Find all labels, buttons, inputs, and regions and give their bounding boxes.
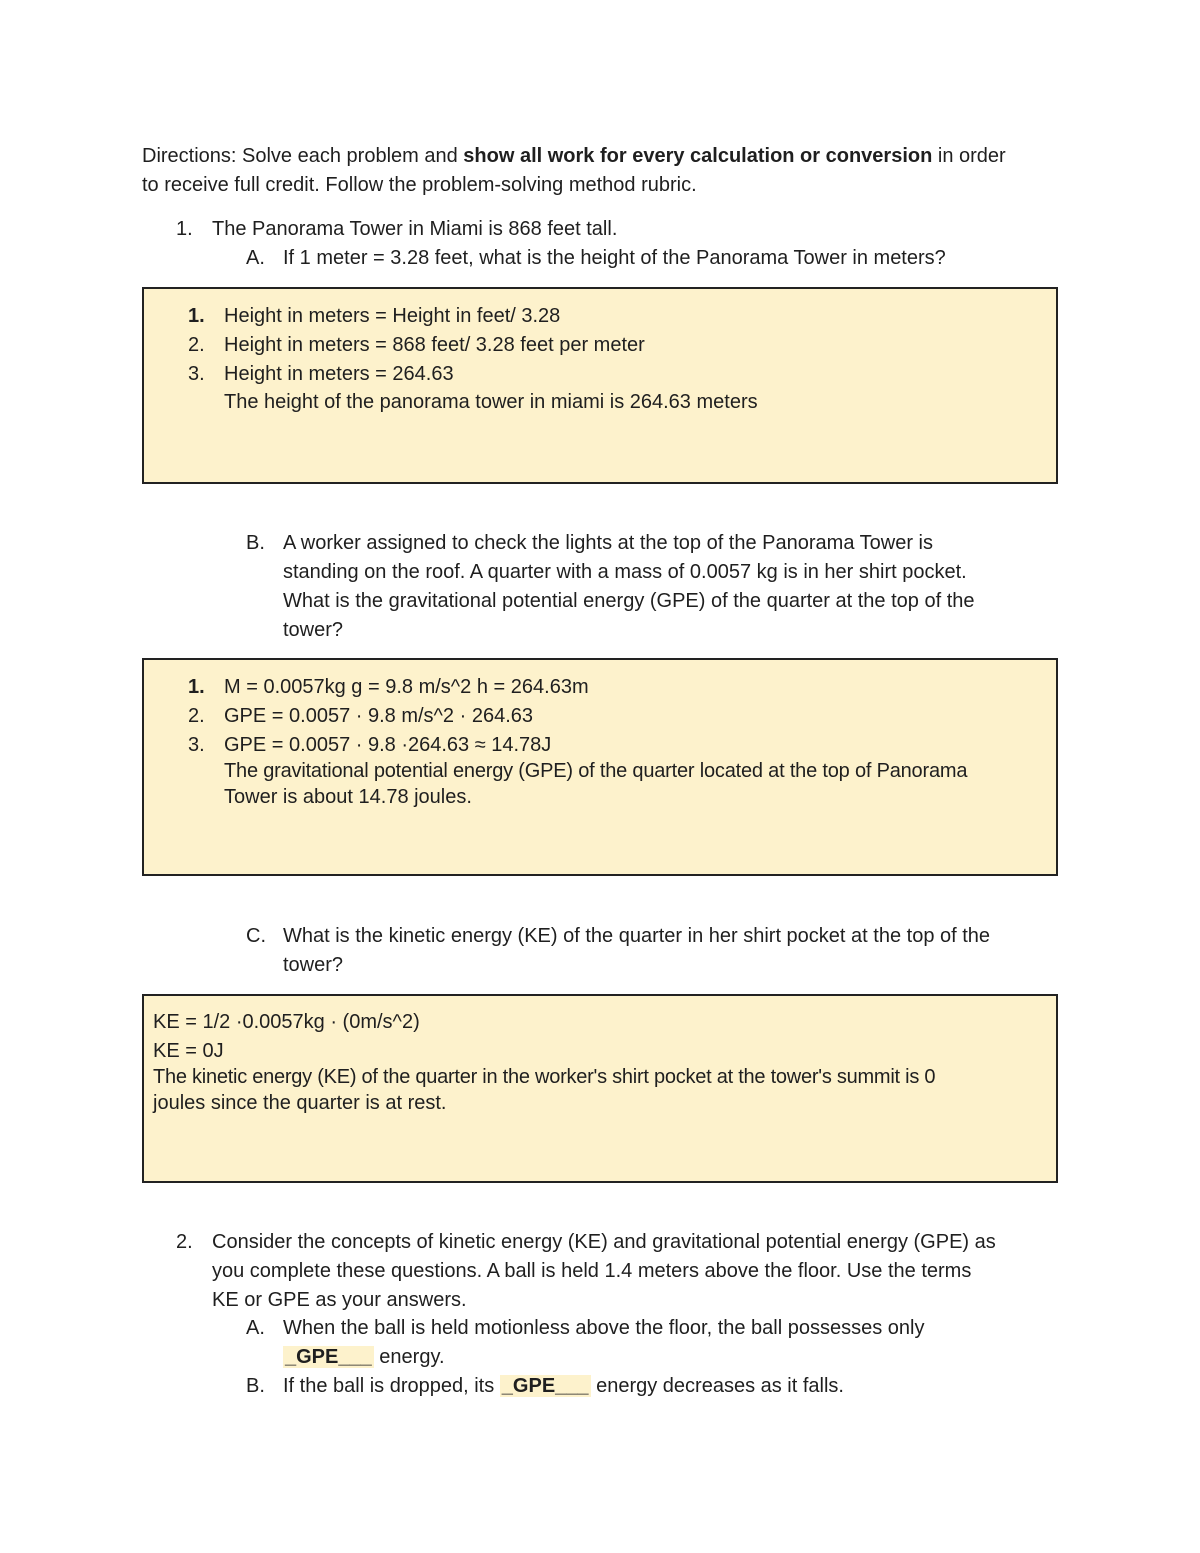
- answer-box-1b: [142, 658, 1058, 876]
- answer-1b-note-2: Tower is about 14.78 joules.: [224, 786, 472, 808]
- answer-1b-note-1: The gravitational potential energy (GPE) of the quarter located at the top of Panorama: [224, 760, 968, 782]
- q1-number: 1.: [176, 218, 193, 240]
- directions-line-2: to receive full credit. Follow the problem-solving method rubric.: [142, 174, 697, 196]
- q1b-line-2: standing on the roof. A quarter with a mass of 0.0057 kg is in her shirt pocket.: [283, 561, 967, 583]
- q2-line-3: KE or GPE as your answers.: [212, 1289, 467, 1311]
- answer-1a-note: The height of the panorama tower in miami is 264.63 meters: [224, 391, 758, 413]
- q2a-marker: A.: [246, 1317, 265, 1339]
- q2-line-2: you complete these questions. A ball is held 1.4 meters above the floor. Use the terms: [212, 1260, 972, 1282]
- directions-bold: show all work for every calculation or conversion: [463, 145, 933, 167]
- q2a-answer-blank[interactable]: _GPE___: [285, 1346, 372, 1368]
- answer-box-1a: [142, 287, 1058, 484]
- q1b-line-3: What is the gravitational potential energy (GPE) of the quarter at the top of the: [283, 590, 975, 612]
- directions-prefix: Directions: Solve each problem and: [142, 145, 464, 167]
- q1c-line-2: tower?: [283, 954, 344, 976]
- q2b-answer-blank[interactable]: _GPE___: [501, 1375, 589, 1397]
- q1c-line-1: What is the kinetic energy (KE) of the quarter in her shirt pocket at the top of the: [283, 925, 991, 947]
- q1a-marker: A.: [246, 247, 265, 269]
- q1b-line-1: A worker assigned to check the lights at the top of the Panorama Tower is: [283, 532, 933, 554]
- q2a-line-2: _GPE___ energy.: [285, 1346, 445, 1368]
- answer-1b-step-3: 3. GPE = 0.0057 · 9.8 ·264.63 ≈ 14.78J: [188, 734, 552, 756]
- q2b-marker: B.: [246, 1375, 265, 1397]
- directions-suffix: in order: [932, 145, 1006, 167]
- answer-1c-line-3: The kinetic energy (KE) of the quarter in the worker's shirt pocket at the tower's summit is 0: [153, 1066, 936, 1088]
- q1a-text: If 1 meter = 3.28 feet, what is the height of the Panorama Tower in meters?: [283, 247, 946, 269]
- q1c-marker: C.: [246, 925, 266, 947]
- answer-1b-step-2: 2. GPE = 0.0057 · 9.8 m/s^2 · 264.63: [188, 705, 534, 727]
- q2a-line-1: When the ball is held motionless above the floor, the ball possesses only: [283, 1317, 925, 1339]
- q1b-marker: B.: [246, 532, 265, 554]
- answer-1a-step-1: 1. Height in meters = Height in feet/ 3.28: [188, 305, 561, 327]
- answer-1c-line-2: KE = 0J: [153, 1040, 224, 1062]
- q1b-line-4: tower?: [283, 619, 344, 641]
- q1-text: The Panorama Tower in Miami is 868 feet tall.: [212, 218, 618, 240]
- q2-number: 2.: [176, 1231, 193, 1253]
- answer-1b-step-1: 1. M = 0.0057kg g = 9.8 m/s^2 h = 264.63m: [188, 676, 589, 698]
- answer-1c-line-1: KE = 1/2 ·0.0057kg · (0m/s^2): [153, 1011, 420, 1033]
- directions-line-1: [142, 142, 1006, 171]
- answer-box-1c: [142, 994, 1058, 1183]
- answer-1a-step-3: 3. Height in meters = 264.63: [188, 363, 454, 385]
- q2-line-1: Consider the concepts of kinetic energy (KE) and gravitational potential energy (GPE) as: [212, 1231, 996, 1253]
- answer-1c-line-4: joules since the quarter is at rest.: [153, 1092, 447, 1114]
- answer-1a-step-2: 2. Height in meters = 868 feet/ 3.28 feet per meter: [188, 334, 645, 356]
- q2b-line: If the ball is dropped, its _GPE___ energy decreases as it falls.: [283, 1375, 844, 1397]
